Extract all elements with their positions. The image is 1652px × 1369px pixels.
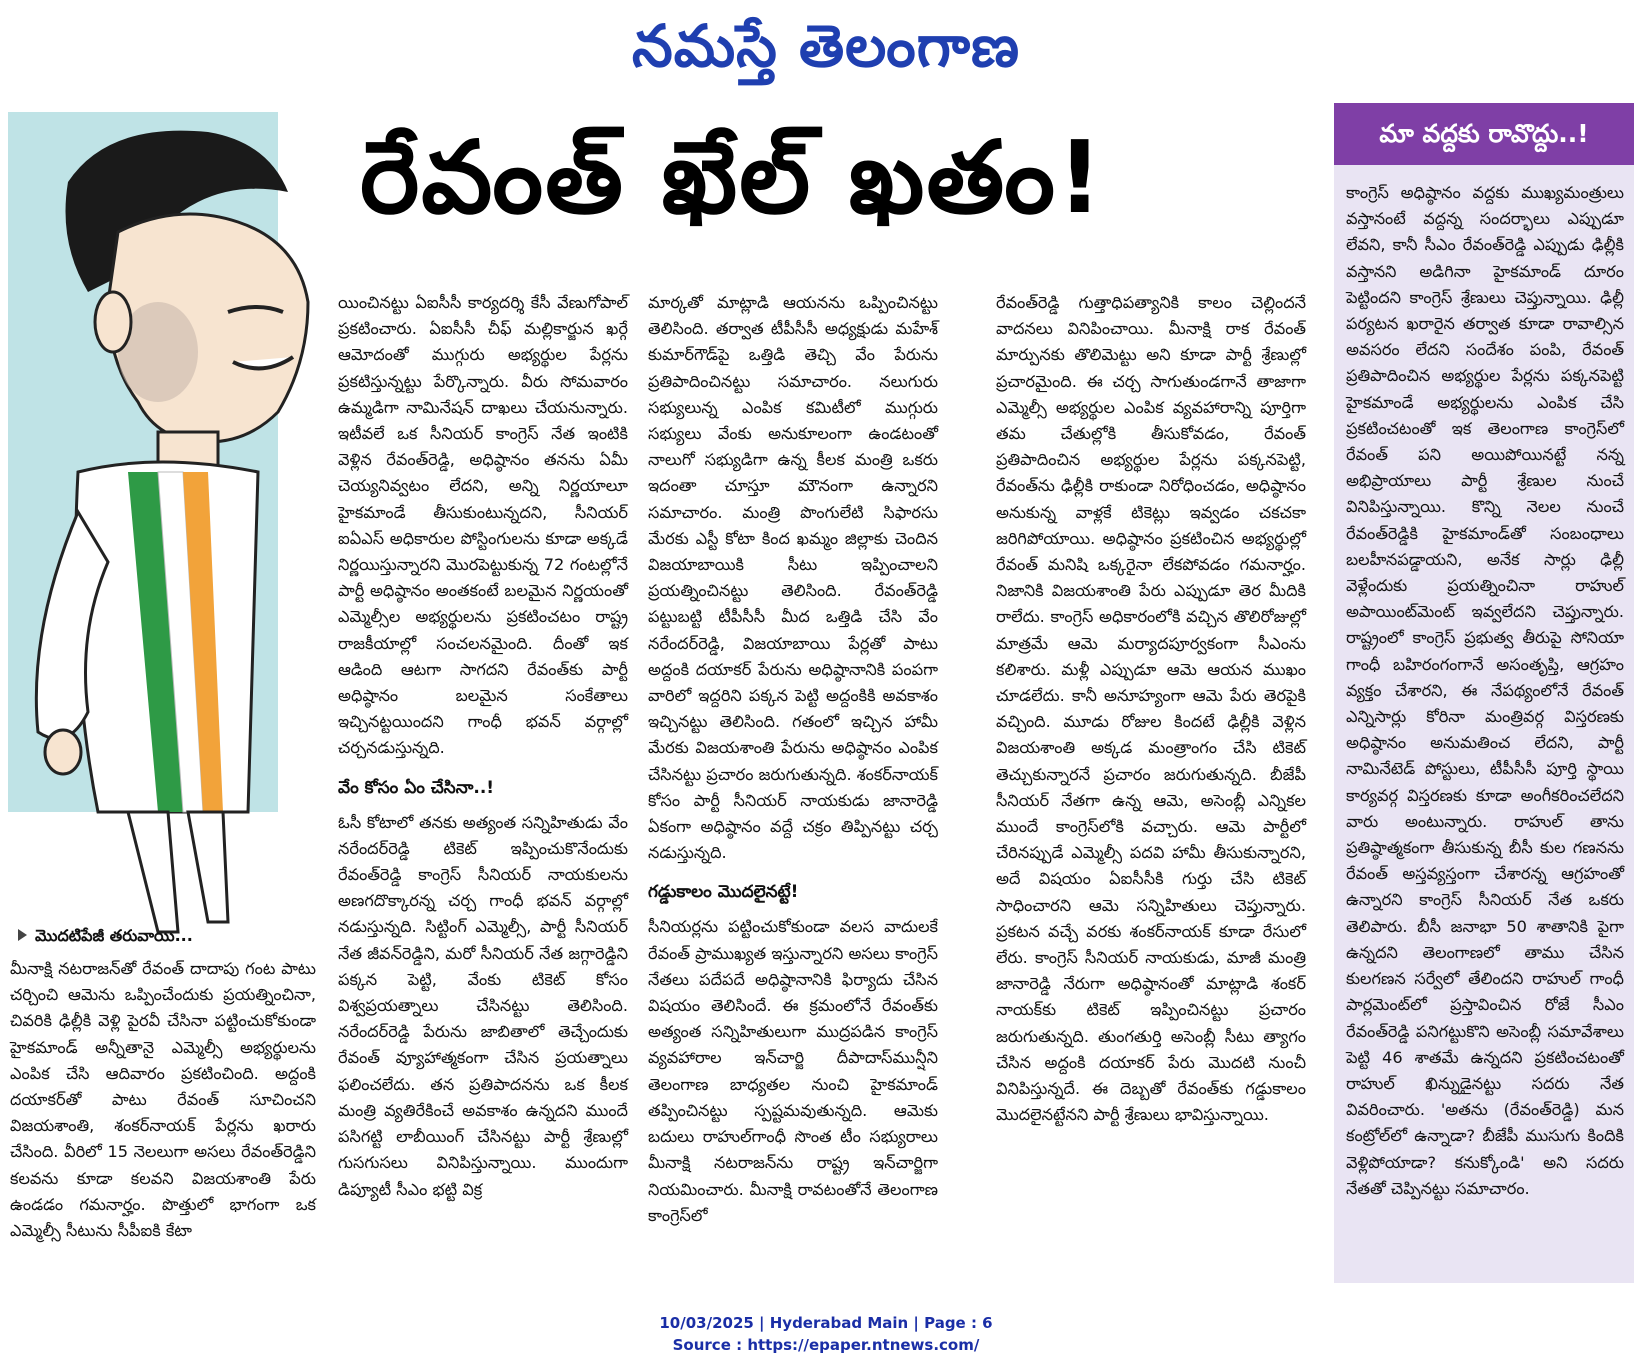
paragraph: ఓసీ కోటాలో తనకు అత్యంత సన్నిహితుడు వేం నరేందర్‌రెడ్డి టికెట్ ఇప్పించుకొనేందుకు రేవంత్‌రెడ్డి కాంగ్రెస్ సీనియర్ నాయకులను అణగదొక్కారన్న చర్చ గాంధీ భవన్ వర్గాల్లో నడుస్తున్నది. సిట్టింగ్ ఎమ్మెల్సీ, పార్టీ సీనియర్ నేత జీవన్‌రెడ్డిని, మరో సీనియర్ నేత జగ్గారెడ్డిని పక్కన పెట్టి, వేంకు టికెట్ కోసం విశ్వప్రయత్నాలు చేసినట్టు తెలిసింది. నరేందర్‌రెడ్డి పేరును జాబితాలో తెచ్చేందుకు రేవంత్ వ్యూహాత్మకంగా చేసిన ప్రయత్నాలు ఫలించలేదు. తన ప్రతిపాదనను ఒక కీలక మంత్రి వ్యతిరేకించే అవకాశం ఉన్నదని ముందే పసిగట్టి లాబీయింగ్ చేసినట్టు పార్టీ శ్రేణుల్లో గుసగుసలు వినిపిస్తున్నాయి. ముందుగా డిప్యూటీ సీఎం భట్టి విక్ర xyxy=(338,812,628,1199)
arrow-icon xyxy=(18,929,27,941)
footer xyxy=(0,1312,1652,1356)
subheading: వేం కోసం ఏం చేసినా..! xyxy=(338,777,495,798)
jump-label-text: మొదటిపేజీ తరువాయి... xyxy=(35,926,193,945)
column-2-text xyxy=(338,290,628,1203)
footer-source-link[interactable]: Source : https://epaper.ntnews.com/ xyxy=(672,1336,980,1354)
paragraph: కాంగ్రెస్ అధిష్ఠానం వద్దకు ముఖ్యమంత్రులు వస్తానంటే వద్దన్న సందర్భాలు ఎప్పుడూ లేవని, కానీ సీఎం రేవంత్‌రెడ్డి ఎప్పుడు ఢిల్లీకి వస్తానని అడిగినా హైకమాండ్ దూరం పెట్టిందని కాంగ్రెస్ శ్రేణులు చెప్తున్నాయి. ఢిల్లీ పర్యటన ఖరారైన తర్వాత కూడా రావాల్సిన అవసరం లేదని సందేశం పంపి, రేవంత్ ప్రతిపాదించిన అభ్యర్థుల పేర్లను పక్కనపెట్టి హైకమాండే అభ్యర్థులను ఎంపిక చేసి ప్రకటించటంతో ఇక తెలంగాణ కాంగ్రెస్‌లో రేవంత్ పని అయిపోయినట్టే నన్న అభిప్రాయాలు పార్టీ శ్రేణుల నుంచే వినిపిస్తున్నాయి. కొన్ని నెలల నుంచే రేవంత్‌రెడ్డికి హైకమాండ్‌తో సంబంధాలు బలహీనపడ్డాయని, అనేక సార్లు ఢిల్లీ వెళ్లేందుకు ప్రయత్నించినా రాహుల్ అపాయింట్‌మెంట్ ఇవ్వలేదని చెప్తున్నారు. రాష్ట్రంలో కాంగ్రెస్ ప్రభుత్వ తీరుపై సోనియా గాంధీ బహిరంగంగానే అసంతృప్తి, ఆగ్రహం వ్యక్తం చేశారని, ఈ నేపథ్యంలోనే రేవంత్ ఎన్నిసార్లు కోరినా మంత్రివర్గ విస్తరణకు అధిష్ఠానం అనుమతించ లేదని, పార్టీ నామినేటెడ్ పోస్టులు, టీపీసీసీ పూర్తి స్థాయి కార్యవర్గ విస్తరణకు కూడా అంగీకరించలేదని వారు అంటున్నారు. రాహుల్ తాను ప్రతిష్ఠాత్మకంగా తీసుకున్న బీసీ కుల గణనను రేవంత్ అస్తవ్యస్తంగా చేశారన్న ఆగ్రహంతో ఉన్నారని కాంగ్రెస్ సీనియర్ నేత ఒకరు తెలిపారు. బీసీ జనాభా 50 శాతానికి పైగా ఉన్నదని తెలంగాణలో తాము చేసిన కులగణన సర్వేలో తేలిందని రాహుల్ గాంధీ పార్లమెంట్‌లో ప్రస్తావించిన రోజే సీఎం రేవంత్‌రెడ్డి పనిగట్టుకొని అసెంబ్లీ సమావేశాలు పెట్టి 46 శాతమే ఉన్నదని ప్రకటించటంతో రాహుల్ ఖిన్నుడైనట్టు సదరు నేత వివరించారు. 'అతను (రేవంత్‌రెడ్డి) మన కంట్రోల్‌లో ఉన్నాడా? బీజేపీ ముసుగు కిందికి వెళ్లిపోయాడా? కనుక్కోండి' అని సదరు నేతతో చెప్పినట్టు సమాచారం. xyxy=(1346,183,1624,1198)
caricature-illustration xyxy=(8,112,318,954)
footer-date-edition: 10/03/2025 | Hyderabad Main | Page : 6 xyxy=(659,1314,993,1332)
masthead-logo: నమస్తే తెలంగాణ xyxy=(632,12,1020,80)
column-3-text xyxy=(648,290,938,1229)
sidebar-title: మా వద్దకు రావొద్దు..! xyxy=(1334,103,1634,165)
paragraph: యించినట్టు ఏఐసీసీ కార్యదర్శి కేసీ వేణుగోపాల్ ప్రకటించారు. ఏఐసీసీ చీఫ్ మల్లికార్జున ఖర్గే ఆమోదంతో ముగ్గురు అభ్యర్థుల పేర్లను ప్రకటిస్తున్నట్టు పేర్కొన్నారు. వీరు సోమవారం ఉమ్మడిగా నామినేషన్ దాఖలు చేయనున్నారు. ఇటీవలే ఒక సీనియర్ కాంగ్రెస్ నేత ఇంటికి వెళ్లిన రేవంత్‌రెడ్డి, అధిష్ఠానం తనను ఏమీ చెయ్యనివ్వటం లేదని, అన్ని నిర్ణయాలూ హైకమాండే తీసుకుంటున్నదని, సీనియర్ ఐఏఎస్ అధికారుల పోస్టింగులను కూడా అక్కడే నిర్ణయిస్తున్నారని మొరపెట్టుకున్న 72 గంటల్లోనే పార్టీ అధిష్ఠానం అంతకంటే బలమైన నిర్ణయంతో ఎమ్మెల్సీల అభ్యర్థులను ప్రకటించటం రాష్ట్ర రాజకీయాల్లో సంచలనమైంది. దీంతో ఇక ఆడింది ఆటగా సాగదని రేవంత్‌కు పార్టీ అధిష్ఠానం బలమైన సంకేతాలు ఇచ్చినట్టయిందని గాంధీ భవన్ వర్గాల్లో చర్చనడుస్తున్నది. xyxy=(338,293,628,758)
sidebar-text xyxy=(1346,180,1624,1202)
subheading: గడ్డుకాలం మొదలైనట్టే! xyxy=(648,882,799,903)
column-4-text xyxy=(996,290,1306,1129)
column-1-text xyxy=(10,956,316,1244)
paragraph: సీనియర్లను పట్టించుకోకుండా వలస వాదులకే రేవంత్ ప్రాముఖ్యత ఇస్తున్నారని అసలు కాంగ్రెస్ నేతలు పదేపదే అధిష్ఠానానికి ఫిర్యాదు చేసిన విషయం తెలిసిందే. ఈ క్రమంలోనే రేవంత్‌కు అత్యంత సన్నిహితులుగా ముద్రపడిన కాంగ్రెస్ వ్యవహారాల ఇన్‌చార్జి దీపాదాస్‌మున్షీని తెలంగాణ బాధ్యతల నుంచి హైకమాండ్ తప్పించినట్టు స్పష్టమవుతున్నది. ఆమెకు బదులు రాహుల్‌గాంధీ సొంత టీం సభ్యురాలు మీనాక్షి నటరాజన్‌ను రాష్ట్ర ఇన్‌చార్జిగా నియమించారు. మీనాక్షి రావటంతోనే తెలంగాణ కాంగ్రెస్‌లో xyxy=(648,917,938,1225)
headline: రేవంత్ ఖేల్ ఖతం! xyxy=(360,119,1105,236)
continued-from-front-page-label xyxy=(18,926,318,949)
paragraph: మార్కతో మాట్లాడి ఆయనను ఒప్పించినట్టు తెలిసింది. తర్వాత టీపీసీసీ అధ్యక్షుడు మహేశ్ కుమార్‌గౌడ్‌పై ఒత్తిడి తెచ్చి వేం పేరును ప్రతిపాదించినట్టు సమాచారం. నలుగురు సభ్యులున్న ఎంపిక కమిటీలో ముగ్గురు సభ్యులు వేంకు అనుకూలంగా ఉండటంతో నాలుగో సభ్యుడిగా ఉన్న కీలక మంత్రి ఒకరు ఇదంతా చూస్తూ మౌనంగా ఉన్నారని సమాచారం. మంత్రి పొంగులేటి సిఫారసు మేరకు ఎస్టీ కోటా కింద ఖమ్మం జిల్లాకు చెందిన విజయాబాయికి సీటు ఇప్పించాలని ప్రయత్నించినట్టు తెలిసింది. రేవంత్‌రెడ్డి పట్టుబట్టి టీపీసీసీ మీద ఒత్తిడి చేసి వేం నరేందర్‌రెడ్డి, విజయాబాయి పేర్లతో పాటు అద్దంకి దయాకర్ పేరును అధిష్ఠానానికి పంపగా వారిలో ఇద్దరిని పక్కన పెట్టి అద్దంకికి అవకాశం ఇచ్చినట్టు తెలిసింది. గతంలో ఇచ్చిన హామీ మేరకు విజయశాంతి పేరును అధిష్ఠానం ఎంపిక చేసినట్టు ప్రచారం జరుగుతున్నది. శంకర్‌నాయక్ కోసం పార్టీ సీనియర్ నాయకుడు జానారెడ్డి ఏకంగా అధిష్ఠానం వద్దే చక్రం తిప్పినట్టు చర్చ నడుస్తున్నది. xyxy=(648,293,938,863)
paragraph: మీనాక్షి నటరాజన్‌తో రేవంత్ దాదాపు గంట పాటు చర్చించి ఆమెను ఒప్పించేందుకు ప్రయత్నించినా, చివరికి ఢిల్లీకి వెళ్లి పైరవీ చేసినా పట్టించుకోకుండా హైకమాండ్ అన్నీతానై ఎమ్మెల్సీ అభ్యర్థులను ఎంపిక చేసి ఆదివారం ప్రకటించింది. అద్దంకి దయాకర్‌తో పాటు రేవంత్ సూచించని విజయశాంతి, శంకర్‌నాయక్ పేర్లను ఖరారు చేసింది. వీరిలో 15 నెలలుగా అసలు రేవంత్‌రెడ్డిని కలవను కూడా కలవని విజయశాంతి పేరు ఉండడం గమనార్హం. పొత్తులో భాగంగా ఒక ఎమ్మెల్సీ సీటును సీపీఐకి కేటా xyxy=(10,959,316,1241)
paragraph: రేవంత్‌రెడ్డి గుత్తాధిపత్యానికి కాలం చెల్లిందనే వాదనలు వినిపించాయి. మీనాక్షి రాక రేవంత్ మార్పునకు తొలిమెట్టు అని కూడా పార్టీ శ్రేణుల్లో ప్రచారమైంది. ఈ చర్చ సాగుతుండగానే తాజాగా ఎమ్మెల్సీ అభ్యర్థుల ఎంపిక వ్యవహారాన్ని పూర్తిగా తమ చేతుల్లోకి తీసుకోవడం, రేవంత్ ప్రతిపాదించిన అభ్యర్థుల పేర్లను పక్కనపెట్టి, రేవంత్‌ను ఢిల్లీకి రాకుండా నిరోధించడం, అధిష్ఠానం అనుకున్న వాళ్లకే టికెట్లు ఇవ్వడం చకచకా జరిగిపోయాయి. అధిష్ఠానం ప్రకటించిన అభ్యర్థుల్లో రేవంత్ మనిషి ఒక్కరైనా లేకపోవడం గమనార్హం. నిజానికి విజయశాంతి పేరు ఎప్పుడూ తెర మీదికి రాలేదు. కాంగ్రెస్ అధికారంలోకి వచ్చిన తొలిరోజుల్లో మాత్రమే ఆమె మర్యాదపూర్వకంగా సీఎంను కలిశారు. మళ్లీ ఎప్పుడూ ఆమె ఆయన ముఖం చూడలేదు. కానీ అనూహ్యంగా ఆమె పేరు తెరపైకి వచ్చింది. మూడు రోజుల కిందటే ఢిల్లీకి వెళ్లిన విజయశాంతి అక్కడ మంత్రాంగం చేసి టికెట్ తెచ్చుకున్నారనే ప్రచారం జరుగుతున్నది. బీజేపీ సీనియర్ నేతగా ఉన్న ఆమె, అసెంబ్లీ ఎన్నికల ముందే కాంగ్రెస్‌లోకి వచ్చారు. ఆమె పార్టీలో చేరినప్పుడే ఎమ్మెల్సీ పదవి హామీ తీసుకున్నారని, అదే విషయం ఏఐసీసీకి గుర్తు చేసి టికెట్ సాధించారని ఆమె సన్నిహితులు చెప్తున్నారు. ప్రకటన వచ్చే వరకు శంకర్‌నాయక్ కూడా రేసులో లేరు. కాంగ్రెస్ సీనియర్ నాయకుడు, మాజీ మంత్రి జానారెడ్డి నేరుగా అధిష్ఠానంతో మాట్లాడి శంకర్ నాయక్‌కు టికెట్ ఇప్పించినట్టు ప్రచారం జరుగుతున్నది. తుంగతుర్తి అసెంబ్లీ సీటు త్యాగం చేసిన అద్దంకి దయాకర్ పేరు మొదటి నుంచీ వినిపిస్తున్నదే. ఈ దెబ్బతో రేవంత్‌కు గడ్డుకాలం మొదలైనట్టేనని పార్టీ శ్రేణులు భావిస్తున్నాయి. xyxy=(996,293,1306,1125)
